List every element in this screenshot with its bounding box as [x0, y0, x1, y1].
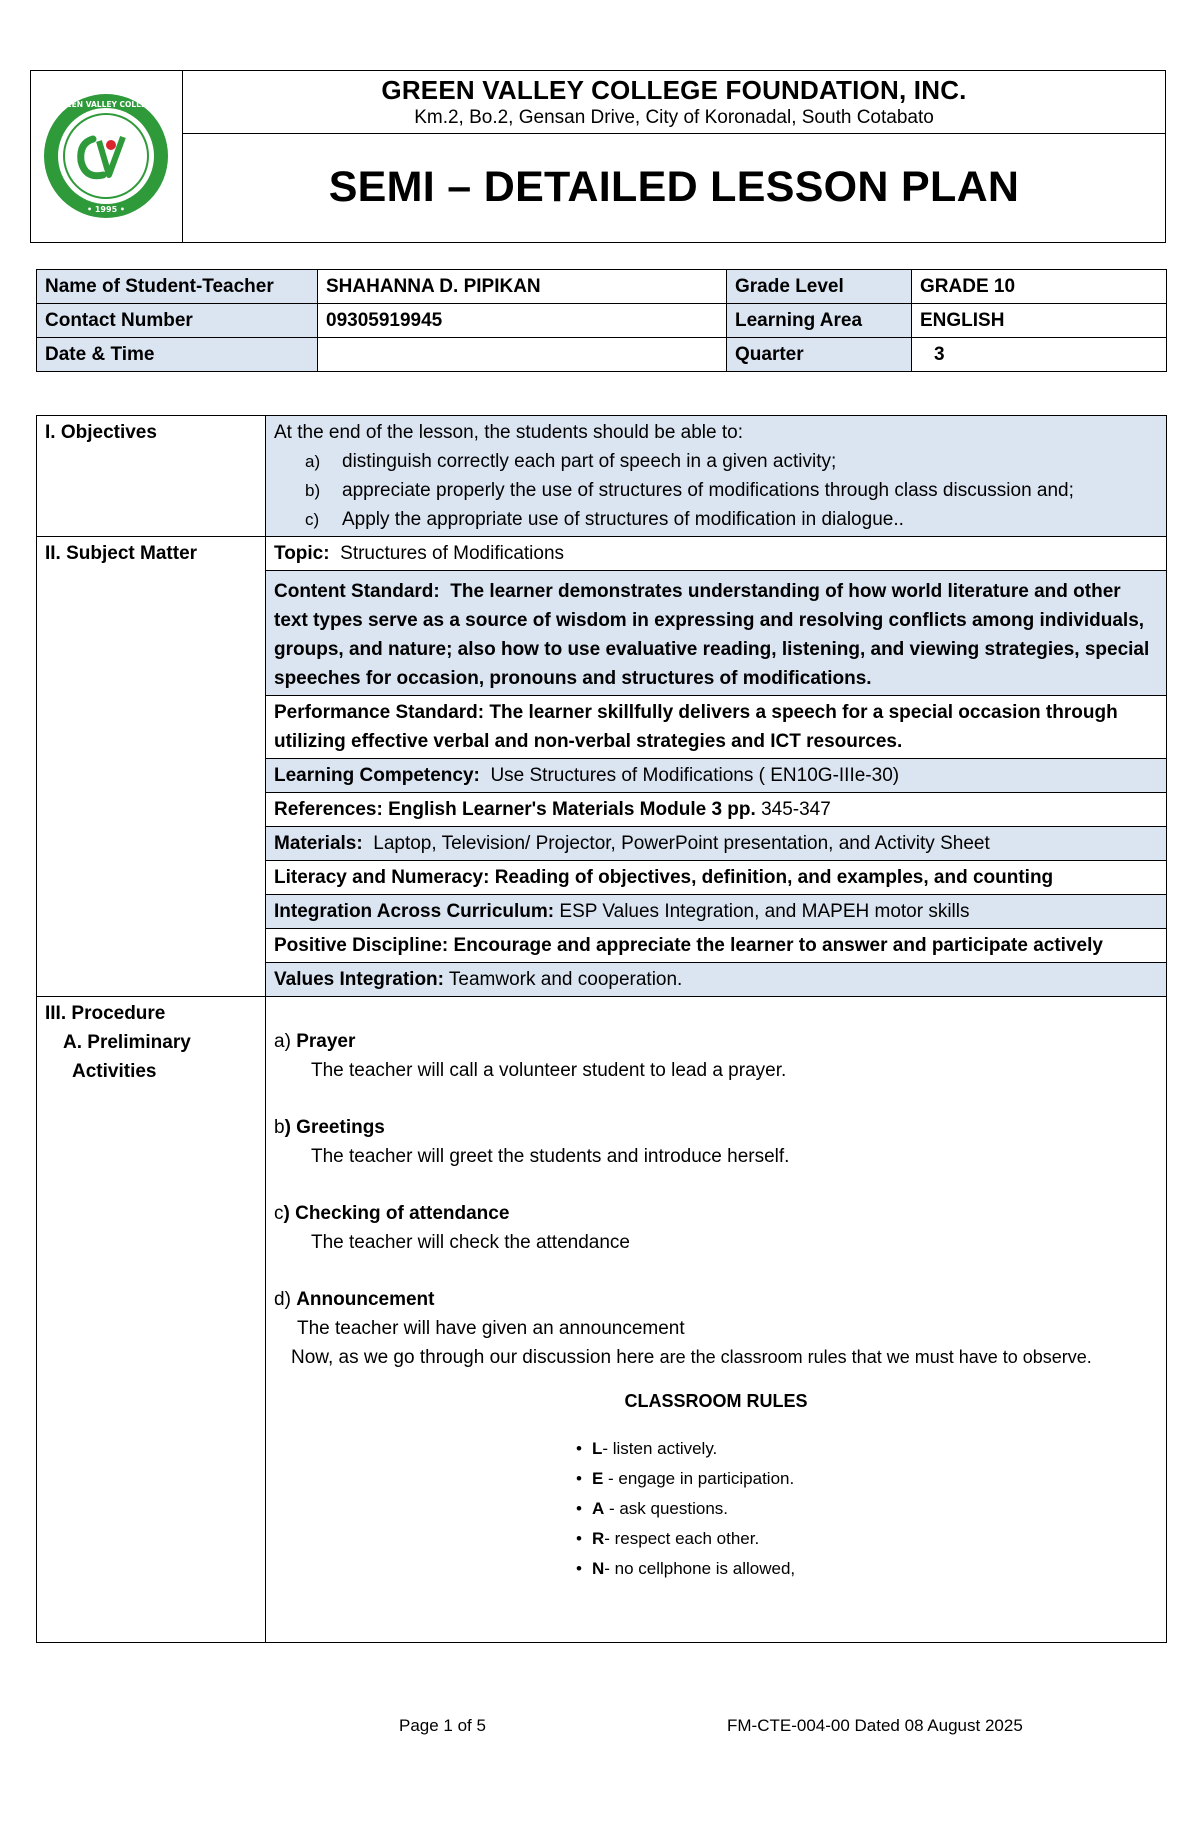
preliminary-label-2: Activities	[72, 1061, 157, 1082]
quarter-value: 3	[912, 338, 1167, 372]
objectives-cell	[266, 416, 1167, 537]
list-item: • L- listen actively.	[576, 1434, 1158, 1464]
list-item: b) appreciate properly the use of structures of modifications through class discussion and;	[305, 480, 1074, 501]
contact-number-label: Contact Number	[37, 304, 318, 338]
classroom-rules-list	[274, 1434, 1158, 1584]
lesson-plan-table	[36, 415, 1167, 1643]
org-address: Km.2, Bo.2, Gensan Drive, City of Koronadal, South Cotabato	[414, 107, 934, 128]
date-time-value	[318, 338, 727, 372]
learning-area-label: Learning Area	[727, 304, 912, 338]
references-row: References: English Learner's Materials Module 3 pp. 345-347	[266, 793, 1167, 827]
college-seal-logo	[41, 91, 171, 221]
values-integration-row: Values Integration: Teamwork and cooperation.	[266, 963, 1167, 997]
subject-matter-label: II. Subject Matter	[37, 537, 266, 997]
literacy-numeracy-row: Literacy and Numeracy: Reading of objectives, definition, and examples, and counting	[266, 861, 1167, 895]
announcement-heading: d) Announcement	[274, 1289, 435, 1310]
form-code: FM-CTE-004-00 Dated 08 August 2025	[727, 1716, 1023, 1735]
greetings-heading: b) Greetings	[274, 1117, 385, 1138]
positive-discipline-row: Positive Discipline: Encourage and appreciate the learner to answer and participate actively	[266, 929, 1167, 963]
student-name-label: Name of Student-Teacher	[37, 270, 318, 304]
grade-level-label: Grade Level	[727, 270, 912, 304]
prayer-heading: a) Prayer	[274, 1031, 356, 1052]
objectives-intro: At the end of the lesson, the students should be able to:	[274, 422, 743, 443]
list-item: a) distinguish correctly each part of speech in a given activity;	[305, 451, 837, 472]
prayer-text: The teacher will call a volunteer student to lead a prayer.	[311, 1060, 787, 1081]
content-standard-row: Content Standard: The learner demonstrates understanding of how world literature and other text types serve as a source of wisdom in expressing and resolving conflicts among individuals, groups, and nature; also how to use evaluative reading, listening, and viewing strategies, special speeches for occasion, pronouns and structures of modifications.	[266, 571, 1167, 696]
grade-level-value: GRADE 10	[912, 270, 1167, 304]
list-item: • E - engage in participation.	[576, 1464, 1158, 1494]
org-name: GREEN VALLEY COLLEGE FOUNDATION, INC.	[381, 75, 967, 105]
topic-row: Topic: Structures of Modifications	[266, 537, 1167, 571]
classroom-rules-title: CLASSROOM RULES	[624, 1391, 808, 1411]
attendance-heading: c) Checking of attendance	[274, 1203, 510, 1224]
list-item: • N- no cellphone is allowed,	[576, 1554, 1158, 1584]
org-name-row	[183, 71, 1165, 134]
integration-row: Integration Across Curriculum: ESP Values Integration, and MAPEH motor skills	[266, 895, 1167, 929]
materials-row: Materials: Laptop, Television/ Projector, PowerPoint presentation, and Activity Sheet	[266, 827, 1167, 861]
list-item: • A - ask questions.	[576, 1494, 1158, 1524]
list-item: c) Apply the appropriate use of structures of modification in dialogue..	[305, 509, 904, 530]
student-info-table	[36, 269, 1167, 372]
greetings-text: The teacher will greet the students and introduce herself.	[311, 1146, 790, 1167]
learning-area-value: ENGLISH	[912, 304, 1167, 338]
date-time-label: Date & Time	[37, 338, 318, 372]
svg-text:• 1995 •: • 1995 •	[86, 205, 126, 214]
svg-text:GREEN VALLEY COLLEGE: GREEN VALLEY COLLEGE	[54, 100, 158, 109]
logo-cell	[31, 71, 183, 242]
announcement-text: The teacher will have given an announcement	[297, 1318, 685, 1339]
list-item: • R- respect each other.	[576, 1524, 1158, 1554]
attendance-text: The teacher will check the attendance	[311, 1232, 630, 1253]
contact-number-value: 09305919945	[318, 304, 727, 338]
procedure-label-cell	[37, 997, 266, 1643]
objectives-list	[274, 447, 1158, 534]
procedure-cell	[266, 997, 1167, 1643]
performance-standard-row: Performance Standard: The learner skillfully delivers a speech for a special occasion through utilizing effective verbal and non-verbal strategies and ICT resources.	[266, 696, 1167, 759]
procedure-label: III. Procedure	[45, 1003, 166, 1024]
discussion-text: Now, as we go through our discussion here are the classroom rules that we must have to observe.	[291, 1347, 1092, 1368]
objectives-label: I. Objectives	[37, 416, 266, 537]
preliminary-label-1: A. Preliminary	[63, 1032, 191, 1053]
page-number: Page 1 of 5	[399, 1716, 486, 1735]
document-title: SEMI – DETAILED LESSON PLAN	[328, 163, 1020, 211]
quarter-label: Quarter	[727, 338, 912, 372]
student-name-value: SHAHANNA D. PIPIKAN	[318, 270, 727, 304]
learning-competency-row: Learning Competency: Use Structures of Modifications ( EN10G-IIIe-30)	[266, 759, 1167, 793]
document-header	[30, 70, 1166, 243]
